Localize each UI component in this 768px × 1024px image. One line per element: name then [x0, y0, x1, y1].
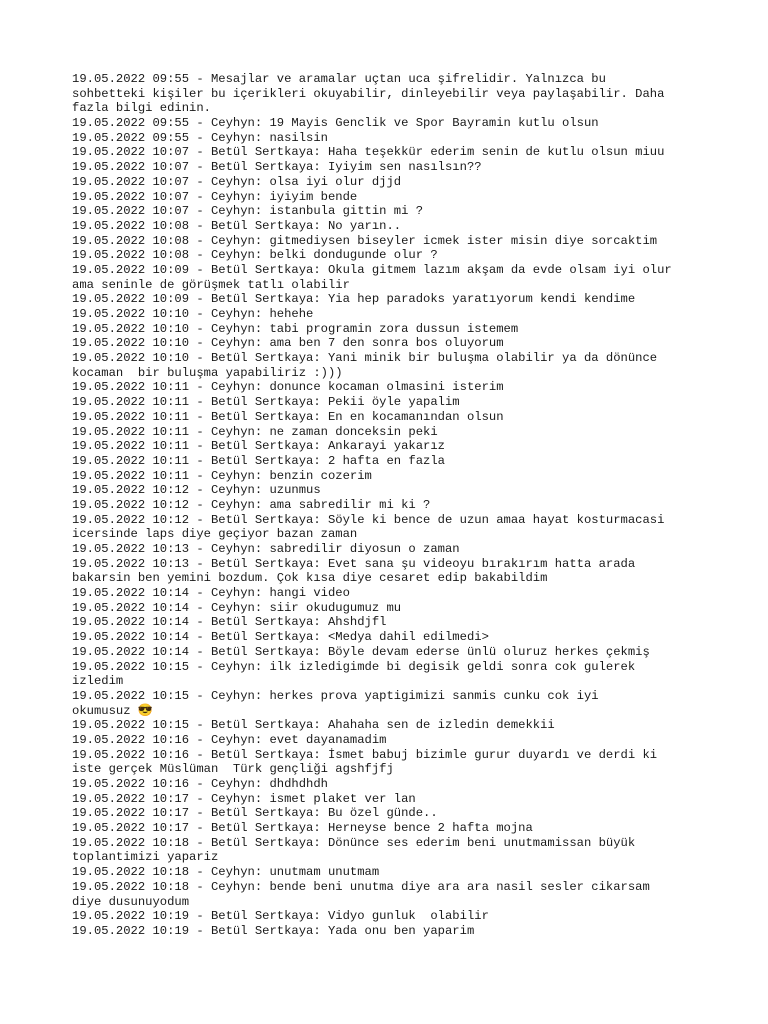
transcript-line: 19.05.2022 10:07 - Betül Sertkaya: Iyiyim sen nasılsın?? [72, 160, 482, 175]
transcript-line: 19.05.2022 10:14 - Betül Sertkaya: Ahshdjfl [72, 615, 387, 630]
transcript-line: 19.05.2022 10:11 - Betül Sertkaya: Ankarayi yakarız [72, 439, 445, 454]
transcript-line: 19.05.2022 10:11 - Ceyhyn: donunce kocaman olmasini isterim [72, 380, 504, 395]
transcript-line: iste gerçek Müslüman Türk gençliği agshfjfj [72, 762, 394, 777]
transcript-line: 19.05.2022 10:13 - Ceyhyn: sabredilir diyosun o zaman [72, 542, 460, 556]
transcript-line: 19.05.2022 10:09 - Betül Sertkaya: Okula gitmem lazım akşam da evde olsam iyi olur [72, 262, 672, 277]
transcript-line: 19.05.2022 10:18 - Betül Sertkaya: Dönünce ses ederim beni unutmamissan büyük [72, 835, 636, 850]
transcript-line: 19.05.2022 10:09 - Betül Sertkaya: Yia hep paradoks yaratıyorum kendi kendime [72, 292, 636, 307]
transcript-line: 19.05.2022 10:07 - Ceyhyn: iyiyim bende [72, 189, 358, 204]
transcript-line: 19.05.2022 10:19 - Betül Sertkaya: Vidyo gunluk olabilir [72, 909, 489, 924]
transcript-line: bakarsin ben yemini bozdum. Çok kısa diye cesaret edip bakabildim [72, 571, 548, 586]
transcript-line: 19.05.2022 10:07 - Ceyhyn: olsa iyi olur djjd [72, 174, 402, 189]
transcript-line: kocaman bir buluşma yapabiliriz :))) [72, 365, 343, 380]
transcript-line: 19.05.2022 10:15 - Ceyhyn: herkes prova yaptigimizi sanmis cunku cok iyi [72, 688, 599, 703]
transcript-line: 19.05.2022 09:55 - Mesajlar ve aramalar uçtan uca şifrelidir. Yalnızca bu [72, 72, 606, 86]
transcript-line: 19.05.2022 10:18 - Ceyhyn: bende beni unutma diye ara ara nasil sesler cikarsam [72, 879, 650, 894]
transcript-line: 19.05.2022 10:08 - Ceyhyn: belki dondugunde olur ? [72, 248, 438, 263]
transcript-line: izledim [72, 674, 124, 689]
transcript-line: 19.05.2022 10:11 - Ceyhyn: ne zaman donceksin peki [72, 424, 438, 439]
transcript-line: 19.05.2022 10:19 - Betül Sertkaya: Yada onu ben yaparim [72, 923, 475, 938]
transcript-line: 19.05.2022 10:12 - Ceyhyn: uzunmus [72, 483, 321, 498]
transcript-line: okumusuz 😎 [72, 703, 153, 718]
transcript-line: diye dusunuyodum [72, 894, 190, 909]
transcript-line: 19.05.2022 10:12 - Betül Sertkaya: Söyle ki bence de uzun amaa hayat kosturmacasi [72, 512, 665, 527]
transcript-line: 19.05.2022 10:16 - Betül Sertkaya: İsmet babuj bizimle gurur duyardı ve derdi ki [72, 747, 658, 762]
transcript-line: 19.05.2022 10:10 - Betül Sertkaya: Yani minik bir buluşma olabilir ya da dönünce [72, 351, 658, 366]
transcript-line: 19.05.2022 09:55 - Ceyhyn: 19 Mayis Genclik ve Spor Bayramin kutlu olsun [72, 116, 599, 131]
transcript-line: 19.05.2022 10:16 - Ceyhyn: evet dayanamadim [72, 732, 387, 747]
transcript-line: 19.05.2022 10:10 - Ceyhyn: ama ben 7 den sonra bos oluyorum [72, 336, 504, 351]
transcript-line: 19.05.2022 10:07 - Ceyhyn: istanbula gittin mi ? [72, 204, 424, 219]
transcript-line: 19.05.2022 10:14 - Ceyhyn: siir okudugumuz mu [72, 600, 402, 615]
transcript-line: 19.05.2022 10:11 - Betül Sertkaya: Pekii öyle yapalim [72, 395, 460, 410]
transcript-line: 19.05.2022 09:55 - Ceyhyn: nasilsin [72, 130, 328, 145]
transcript-line: 19.05.2022 10:17 - Betül Sertkaya: Bu özel günde.. [72, 806, 438, 821]
transcript-line: 19.05.2022 10:16 - Ceyhyn: dhdhdhdh [72, 777, 328, 791]
chat-transcript [72, 72, 696, 939]
transcript-line: 19.05.2022 10:07 - Betül Sertkaya: Haha teşekkür ederim senin de kutlu olsun miuu [72, 145, 665, 160]
transcript-line: 19.05.2022 10:08 - Ceyhyn: gitmediysen biseyler icmek ister misin diye sorcaktim [72, 233, 658, 248]
transcript-line: 19.05.2022 10:14 - Betül Sertkaya: <Medya dahil edilmedi> [72, 630, 489, 645]
transcript-line: toplantimizi yapariz [72, 850, 219, 865]
transcript-line: 19.05.2022 10:10 - Ceyhyn: hehehe [72, 307, 314, 321]
transcript-line: 19.05.2022 10:17 - Ceyhyn: ismet plaket ver lan [72, 791, 416, 806]
transcript-line: 19.05.2022 10:11 - Betül Sertkaya: En en kocamanından olsun [72, 409, 504, 424]
transcript-line: icersinde laps diye geçiyor bazan zaman [72, 527, 358, 542]
transcript-line: 19.05.2022 10:10 - Ceyhyn: tabi programin zora dussun istemem [72, 321, 519, 336]
transcript-line: 19.05.2022 10:08 - Betül Sertkaya: No yarın.. [72, 218, 402, 233]
transcript-line: 19.05.2022 10:15 - Ceyhyn: ilk izledigimde bi degisik geldi sonra cok gulerek [72, 659, 636, 674]
transcript-line: 19.05.2022 10:14 - Ceyhyn: hangi video [72, 586, 350, 601]
transcript-line: 19.05.2022 10:17 - Betül Sertkaya: Herneyse bence 2 hafta mojna [72, 821, 533, 836]
transcript-line: 19.05.2022 10:14 - Betül Sertkaya: Böyle devam ederse ünlü oluruz herkes çekmiş [72, 644, 650, 659]
transcript-line: fazla bilgi edinin. [72, 101, 211, 116]
transcript-line: 19.05.2022 10:18 - Ceyhyn: unutmam unutmam [72, 865, 380, 880]
transcript-line: ama seninle de görüşmek tatlı olabilir [72, 277, 350, 292]
transcript-line: 19.05.2022 10:12 - Ceyhyn: ama sabredilir mi ki ? [72, 497, 431, 512]
transcript-line: sohbetteki kişiler bu içerikleri okuyabilir, dinleyebilir veya paylaşabilir. Daha [72, 86, 665, 101]
transcript-line: 19.05.2022 10:11 - Betül Sertkaya: 2 hafta en fazla [72, 453, 445, 468]
transcript-line: 19.05.2022 10:15 - Betül Sertkaya: Ahahaha sen de izledin demekkii [72, 718, 555, 733]
transcript-line: 19.05.2022 10:13 - Betül Sertkaya: Evet sana şu videoyu bırakırım hatta arada [72, 556, 636, 571]
transcript-line: 19.05.2022 10:11 - Ceyhyn: benzin cozerim [72, 468, 372, 483]
